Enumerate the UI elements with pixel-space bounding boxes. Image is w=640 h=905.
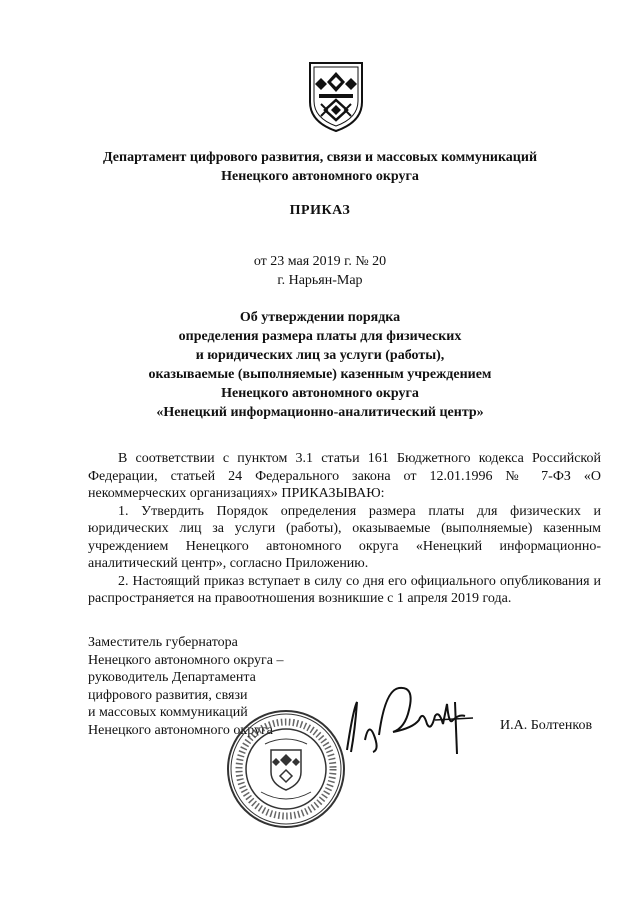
signer-position-line-6: Ненецкого автономного округа: [88, 722, 273, 738]
order-subject: [0, 308, 640, 422]
subject-line-3: и юридических лиц за услуги (работы),: [195, 348, 445, 363]
signer-position-line-3: руководитель Департамента: [88, 670, 256, 685]
order-title: ПРИКАЗ: [289, 203, 351, 218]
signer-position-line-4: цифрового развития, связи: [88, 687, 248, 703]
signer-position-line-2: Ненецкого автономного округа –: [88, 652, 284, 668]
subject-line-6: «Ненецкий информационно-аналитический центр»: [156, 405, 484, 420]
order-body: [88, 450, 601, 608]
organization-name: [0, 148, 640, 186]
order-item-2: 2. Настоящий приказ вступает в силу со дня его официального опубликования и распространяется на правоотношения возникшие с 1 апреля 2019 года.: [88, 573, 601, 606]
order-item-1: 1. Утвердить Порядок определения размера платы для физических и юридических лиц за услуги (работы), оказываемые (выполняемые) казенным учреждением Ненецкого автономного округа «Ненецкий информационно-аналитический центр», согласно Приложению.: [88, 503, 601, 571]
signer-position-line-1: Заместитель губернатора: [88, 635, 238, 650]
coat-of-arms-icon: [307, 60, 365, 134]
handwritten-signature-icon: [335, 680, 475, 770]
order-meta: [0, 252, 640, 290]
subject-line-5: Ненецкого автономного округа: [221, 386, 419, 401]
order-city: г. Нарьян-Мар: [277, 273, 363, 288]
subject-line-4: оказываемые (выполняемые) казенным учреждением: [148, 367, 492, 382]
subject-line-2: определения размера платы для физических: [178, 329, 462, 344]
org-line-2: Ненецкого автономного округа: [221, 169, 419, 184]
subject-line-1: Об утверждении порядка: [239, 310, 401, 325]
official-seal-icon: [225, 708, 347, 830]
preamble-paragraph: В соответствии с пунктом 3.1 статьи 161 Бюджетного кодекса Российской Федерации, статьей 24 Федерального закона от 12.01.1996 № 7-ФЗ «О некоммерческих организациях» ПРИКАЗЫВАЮ:: [88, 451, 601, 501]
org-line-1: Департамент цифрового развития, связи и массовых коммуникаций: [102, 150, 538, 165]
signer-name: И.А. Болтенков: [500, 718, 593, 733]
signer-position-line-5: и массовых коммуникаций: [88, 705, 248, 720]
order-date-number: от 23 мая 2019 г. № 20: [253, 254, 387, 269]
